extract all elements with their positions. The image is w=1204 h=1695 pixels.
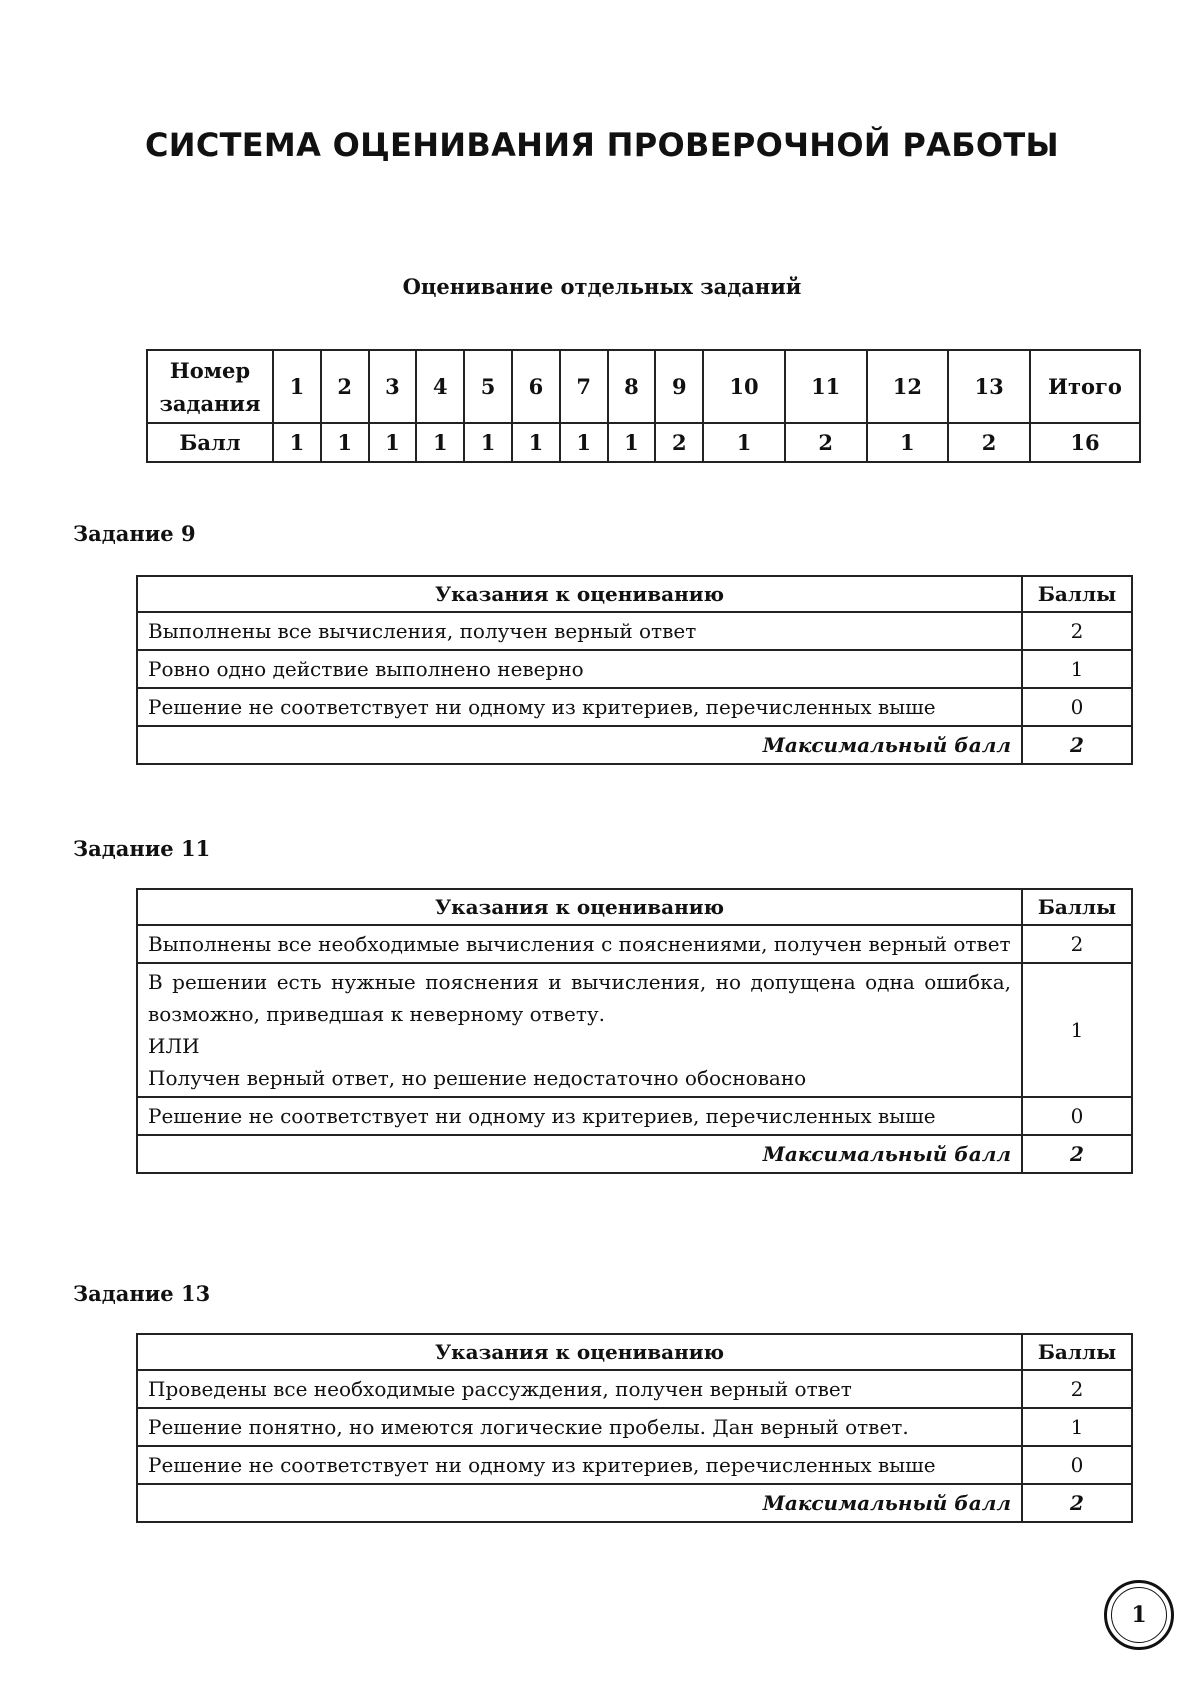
criteria-points: 2: [1022, 612, 1132, 650]
criteria-text: Решение понятно, но имеются логические пробелы. Дан верный ответ.: [137, 1408, 1022, 1446]
summary-task-number: 5: [464, 350, 512, 423]
criteria-row: [137, 925, 1132, 963]
criteria-text: Выполнены все вычисления, получен верный ответ: [137, 612, 1022, 650]
criteria-row: [137, 1446, 1132, 1484]
summary-score-value: 2: [785, 423, 867, 462]
criteria-text: В решении есть нужные пояснения и вычисления, но допущена одна ошибка, возможно, приведшая к неверному ответу.: [148, 970, 1011, 1026]
summary-task-label: Номер задания: [147, 350, 273, 423]
max-score-row: [137, 726, 1132, 764]
criteria-text: Решение не соответствует ни одному из критериев, перечисленных выше: [137, 1446, 1022, 1484]
criteria-header-row: [137, 889, 1132, 925]
points-header: Баллы: [1022, 1334, 1132, 1370]
criteria-points: 0: [1022, 688, 1132, 726]
task-13-heading: Задание 13: [73, 1281, 211, 1306]
task-9-criteria-table: [136, 575, 1133, 765]
points-header: Баллы: [1022, 576, 1132, 612]
criteria-or: ИЛИ: [148, 1034, 200, 1058]
summary-task-number: 12: [867, 350, 949, 423]
criteria-text: Решение не соответствует ни одному из критериев, перечисленных выше: [137, 688, 1022, 726]
criteria-text-alt: Получен верный ответ, но решение недостаточно обосновано: [148, 1066, 807, 1090]
criteria-row: [137, 963, 1132, 1097]
task-13-criteria-table: [136, 1333, 1133, 1523]
summary-score-value: 1: [321, 423, 369, 462]
criteria-row: [137, 650, 1132, 688]
summary-task-number: 7: [560, 350, 608, 423]
criteria-text: Ровно одно действие выполнено неверно: [137, 650, 1022, 688]
summary-task-number: 3: [369, 350, 417, 423]
summary-task-number: 9: [655, 350, 703, 423]
summary-total-value: 16: [1030, 423, 1140, 462]
summary-task-row: [147, 350, 1140, 423]
max-score-label: Максимальный балл: [137, 1484, 1022, 1522]
task-9-heading: Задание 9: [73, 521, 196, 546]
criteria-header: Указания к оцениванию: [137, 1334, 1022, 1370]
criteria-header-row: [137, 576, 1132, 612]
criteria-points: 0: [1022, 1097, 1132, 1135]
criteria-header-row: [137, 1334, 1132, 1370]
criteria-points: 1: [1022, 650, 1132, 688]
max-score-label: Максимальный балл: [137, 726, 1022, 764]
summary-score-table: [146, 349, 1141, 463]
max-score-row: [137, 1135, 1132, 1173]
page-number-badge: [1104, 1580, 1174, 1650]
criteria-text: Решение не соответствует ни одному из критериев, перечисленных выше: [137, 1097, 1022, 1135]
summary-score-value: 1: [867, 423, 949, 462]
max-score-value: 2: [1022, 1135, 1132, 1173]
summary-task-number: 1: [273, 350, 321, 423]
summary-task-number: 2: [321, 350, 369, 423]
criteria-row: [137, 688, 1132, 726]
max-score-value: 2: [1022, 1484, 1132, 1522]
summary-total-label: Итого: [1030, 350, 1140, 423]
criteria-row: [137, 1408, 1132, 1446]
criteria-header: Указания к оцениванию: [137, 889, 1022, 925]
criteria-text: Проведены все необходимые рассуждения, получен верный ответ: [137, 1370, 1022, 1408]
task-11-heading: Задание 11: [73, 836, 211, 861]
criteria-row: [137, 612, 1132, 650]
summary-score-value: 1: [369, 423, 417, 462]
criteria-points: 1: [1022, 963, 1132, 1097]
criteria-header: Указания к оцениванию: [137, 576, 1022, 612]
summary-task-number: 4: [416, 350, 464, 423]
summary-task-number: 8: [608, 350, 656, 423]
summary-score-value: 1: [273, 423, 321, 462]
max-score-value: 2: [1022, 726, 1132, 764]
summary-score-value: 1: [512, 423, 560, 462]
criteria-text: Выполнены все необходимые вычисления с пояснениями, получен верный ответ: [137, 925, 1022, 963]
summary-score-value: 1: [703, 423, 785, 462]
summary-score-value: 2: [655, 423, 703, 462]
criteria-points: 2: [1022, 925, 1132, 963]
summary-score-value: 1: [560, 423, 608, 462]
criteria-points: 1: [1022, 1408, 1132, 1446]
summary-score-row: [147, 423, 1140, 462]
summary-task-number: 11: [785, 350, 867, 423]
max-score-label: Максимальный балл: [137, 1135, 1022, 1173]
summary-task-number: 10: [703, 350, 785, 423]
criteria-points: 0: [1022, 1446, 1132, 1484]
points-header: Баллы: [1022, 889, 1132, 925]
summary-score-value: 1: [608, 423, 656, 462]
summary-task-number: 6: [512, 350, 560, 423]
summary-score-value: 1: [464, 423, 512, 462]
page-number: 1: [1111, 1587, 1167, 1643]
task-11-criteria-table: [136, 888, 1133, 1174]
summary-score-value: 1: [416, 423, 464, 462]
page-title: СИСТЕМА ОЦЕНИВАНИЯ ПРОВЕРОЧНОЙ РАБОТЫ: [144, 126, 1059, 164]
summary-score-value: 2: [948, 423, 1030, 462]
criteria-row: [137, 1097, 1132, 1135]
criteria-multi-cell: [137, 963, 1022, 1097]
criteria-points: 2: [1022, 1370, 1132, 1408]
summary-score-label: Балл: [147, 423, 273, 462]
section-subtitle: Оценивание отдельных заданий: [402, 274, 802, 299]
max-score-row: [137, 1484, 1132, 1522]
summary-task-number: 13: [948, 350, 1030, 423]
criteria-row: [137, 1370, 1132, 1408]
